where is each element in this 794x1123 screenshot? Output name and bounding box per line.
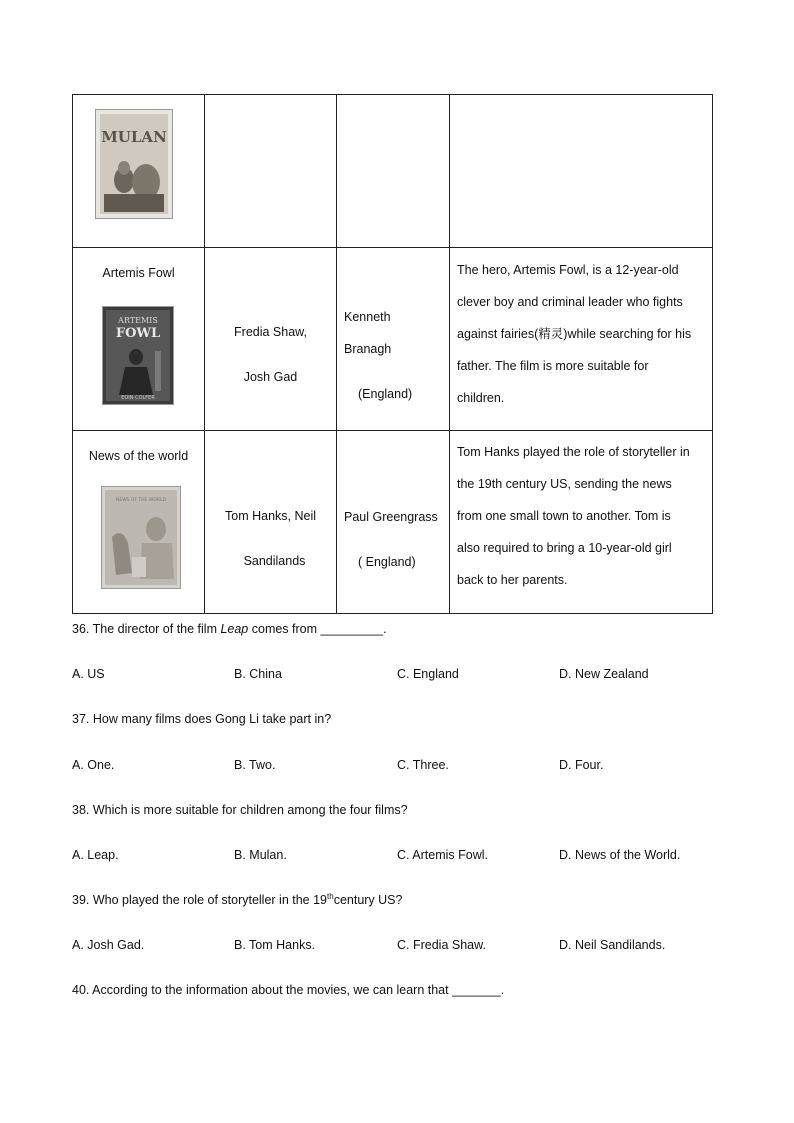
description-line: The hero, Artemis Fowl, is a 12-year-old (457, 263, 679, 277)
option-a[interactable]: A. Josh Gad. (72, 938, 145, 952)
director-name: Branagh (344, 342, 392, 356)
mulan-poster-image (96, 110, 172, 218)
question-38: 38. Which is more suitable for children among the four films? (72, 803, 408, 817)
question-36 (72, 622, 387, 636)
director-name: Kenneth (344, 310, 391, 324)
question-40: 40. According to the information about the movies, we can learn that _______. (72, 983, 505, 997)
option-b[interactable]: B. Tom Hanks. (234, 938, 316, 952)
option-d[interactable]: D. Neil Sandilands. (559, 938, 666, 952)
option-c[interactable]: C. Three. (397, 758, 449, 772)
option-c[interactable]: C. Fredia Shaw. (397, 938, 486, 952)
films-table (72, 94, 713, 614)
table-row (73, 248, 713, 431)
artemis-fowl-poster (102, 306, 174, 405)
svg-text:ARTEMIS: ARTEMIS (118, 316, 158, 325)
option-a[interactable]: A. Leap. (72, 848, 119, 862)
news-of-the-world-poster (101, 486, 181, 589)
question-39 (72, 893, 402, 907)
option-a[interactable]: A. US (72, 667, 105, 681)
film-cell (73, 431, 205, 614)
option-c[interactable]: C. Artemis Fowl. (397, 848, 488, 862)
description-line: Tom Hanks played the role of storyteller in (457, 445, 690, 459)
svg-text:NEWS OF THE WORLD: NEWS OF THE WORLD (115, 498, 167, 503)
news-of-the-world-poster-image (102, 487, 180, 588)
option-c[interactable]: C. England (397, 667, 459, 681)
actors-cell (205, 248, 337, 431)
film-title: News of the world (88, 449, 189, 463)
actor-name: Fredia Shaw, (234, 325, 307, 339)
table-row (73, 431, 713, 614)
question-37: 37. How many films does Gong Li take part in? (72, 712, 332, 726)
director-cell (337, 95, 450, 248)
description-line: also required to bring a 10-year-old girl (457, 541, 672, 555)
description-cell (450, 431, 713, 614)
option-b[interactable]: B. Two. (234, 758, 276, 772)
description-line: father. The film is more suitable for (457, 359, 649, 373)
film-name: Leap (220, 622, 249, 636)
option-d[interactable]: D. Four. (559, 758, 604, 772)
director-country: ( England) (358, 555, 416, 569)
film-description (457, 436, 706, 596)
film-cell (73, 95, 205, 248)
actor-name: Tom Hanks, Neil (225, 509, 316, 523)
question-text: 39. Who played the role of storyteller in the 19 (72, 893, 328, 907)
film-title: Artemis Fowl (102, 266, 175, 280)
ordinal-suffix: th (327, 891, 334, 901)
table-row (73, 95, 713, 248)
director-cell (337, 248, 450, 431)
description-line: against fairies(精灵)while searching for his (457, 327, 692, 341)
director-country: (England) (358, 387, 413, 401)
actors-cell (205, 95, 337, 248)
actors-cell (205, 431, 337, 614)
question-text: 36. The director of the film (72, 622, 221, 636)
option-b[interactable]: B. China (234, 667, 282, 681)
film-cell (73, 248, 205, 431)
director-name: Paul Greengrass (344, 510, 438, 524)
description-line: clever boy and criminal leader who fights (457, 295, 683, 309)
description-line: back to her parents. (457, 573, 568, 587)
description-cell (450, 248, 713, 431)
description-cell (450, 95, 713, 248)
svg-text:EOIN COLFER: EOIN COLFER (121, 395, 155, 401)
actor-name: Josh Gad (243, 370, 298, 384)
option-d[interactable]: D. News of the World. (559, 848, 681, 862)
mulan-poster (95, 109, 173, 219)
option-d[interactable]: D. New Zealand (559, 667, 649, 681)
director-cell (337, 431, 450, 614)
question-text: century US? (333, 893, 403, 907)
film-description (457, 254, 706, 414)
actor-name: Sandilands (243, 554, 306, 568)
description-line: children. (457, 391, 505, 405)
description-line: from one small town to another. Tom is (457, 509, 671, 523)
option-a[interactable]: A. One. (72, 758, 115, 772)
question-text: comes from _________. (248, 622, 387, 636)
description-line: the 19th century US, sending the news (457, 477, 672, 491)
artemis-fowl-poster-image (103, 307, 173, 404)
svg-text:FOWL: FOWL (115, 326, 161, 341)
svg-text:MULAN: MULAN (101, 128, 167, 146)
option-b[interactable]: B. Mulan. (234, 848, 287, 862)
